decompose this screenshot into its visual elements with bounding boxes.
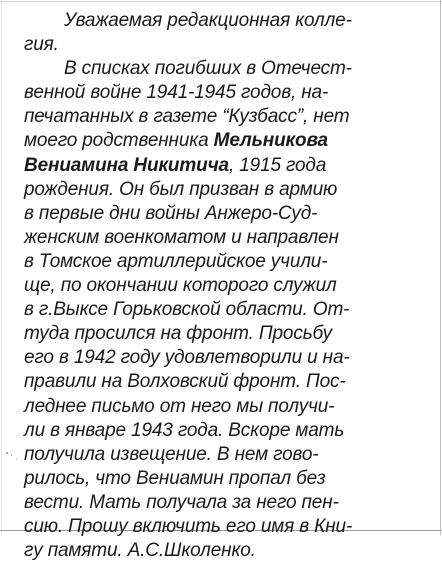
line-text: в первые дни войны Анжеро-Суд- — [24, 202, 318, 224]
line-text: туда просился на фронт. Просьбу — [24, 323, 333, 345]
text-line — [24, 226, 434, 250]
text-line — [24, 322, 434, 346]
text-line — [24, 298, 434, 322]
print-speck — [16, 459, 17, 460]
text-line — [24, 395, 434, 419]
line-text: моего родственника — [24, 130, 214, 152]
text-line — [24, 419, 434, 443]
print-speck — [6, 452, 8, 454]
text-line — [24, 57, 434, 81]
text-line — [24, 346, 434, 370]
text-line — [24, 250, 434, 274]
right-border — [440, 0, 441, 535]
text-line — [24, 81, 434, 105]
bold-name-text: Мельникова — [213, 130, 328, 152]
line-text: , 1915 года — [228, 154, 327, 176]
left-border — [1, 0, 2, 535]
line-text: леднее письмо от него мы получи- — [24, 395, 335, 417]
line-text: ще, по окончании которого служил — [24, 275, 337, 297]
line-text: ли в январе 1943 года. Вскоре мать — [24, 419, 345, 441]
text-line — [24, 202, 434, 226]
text-line — [24, 539, 434, 563]
letter-text — [24, 9, 434, 563]
text-line — [24, 33, 434, 57]
line-text: женским военкоматом и направлен — [24, 226, 339, 248]
text-line — [24, 370, 434, 394]
text-line — [24, 443, 434, 467]
line-text: правили на Волховский фронт. Пос- — [24, 371, 346, 393]
line-text: гу памяти. А.С.Школенко. — [24, 540, 256, 562]
text-line — [24, 491, 434, 515]
line-text: Уважаемая редакционная колле- — [64, 10, 352, 31]
line-text: сию. Прошу включить его имя в Кни- — [24, 515, 353, 537]
line-text: гия. — [24, 34, 59, 56]
text-line — [24, 515, 434, 539]
line-text: вести. Мать получала за него пен- — [24, 491, 339, 513]
text-line — [24, 178, 434, 202]
text-line — [24, 274, 434, 298]
line-text: в Томское артиллерийское учили- — [24, 250, 328, 272]
line-text: печатанных в газете “Кузбасс”, нет — [24, 106, 350, 128]
line-text: рождения. Он был призван в армию — [24, 178, 338, 200]
text-line — [24, 154, 434, 178]
text-line — [24, 105, 434, 129]
line-text: в г.Выксе Горьковской области. От- — [24, 299, 350, 321]
text-line — [24, 129, 434, 153]
text-line — [24, 467, 434, 491]
top-border — [0, 1, 442, 2]
print-speck — [11, 455, 12, 456]
bold-name-text: Вениамина Никитича — [24, 154, 229, 176]
line-text: венной войне 1941-1945 годов, на- — [24, 82, 329, 104]
text-line — [24, 9, 434, 33]
line-text: рилось, что Вениамин пропал без — [24, 467, 326, 489]
line-text: его в 1942 году удовлетворили и на- — [24, 347, 350, 369]
line-text: получила извещение. В нем гово- — [24, 443, 319, 465]
line-text: В списках погибших в Отечест- — [64, 58, 352, 80]
